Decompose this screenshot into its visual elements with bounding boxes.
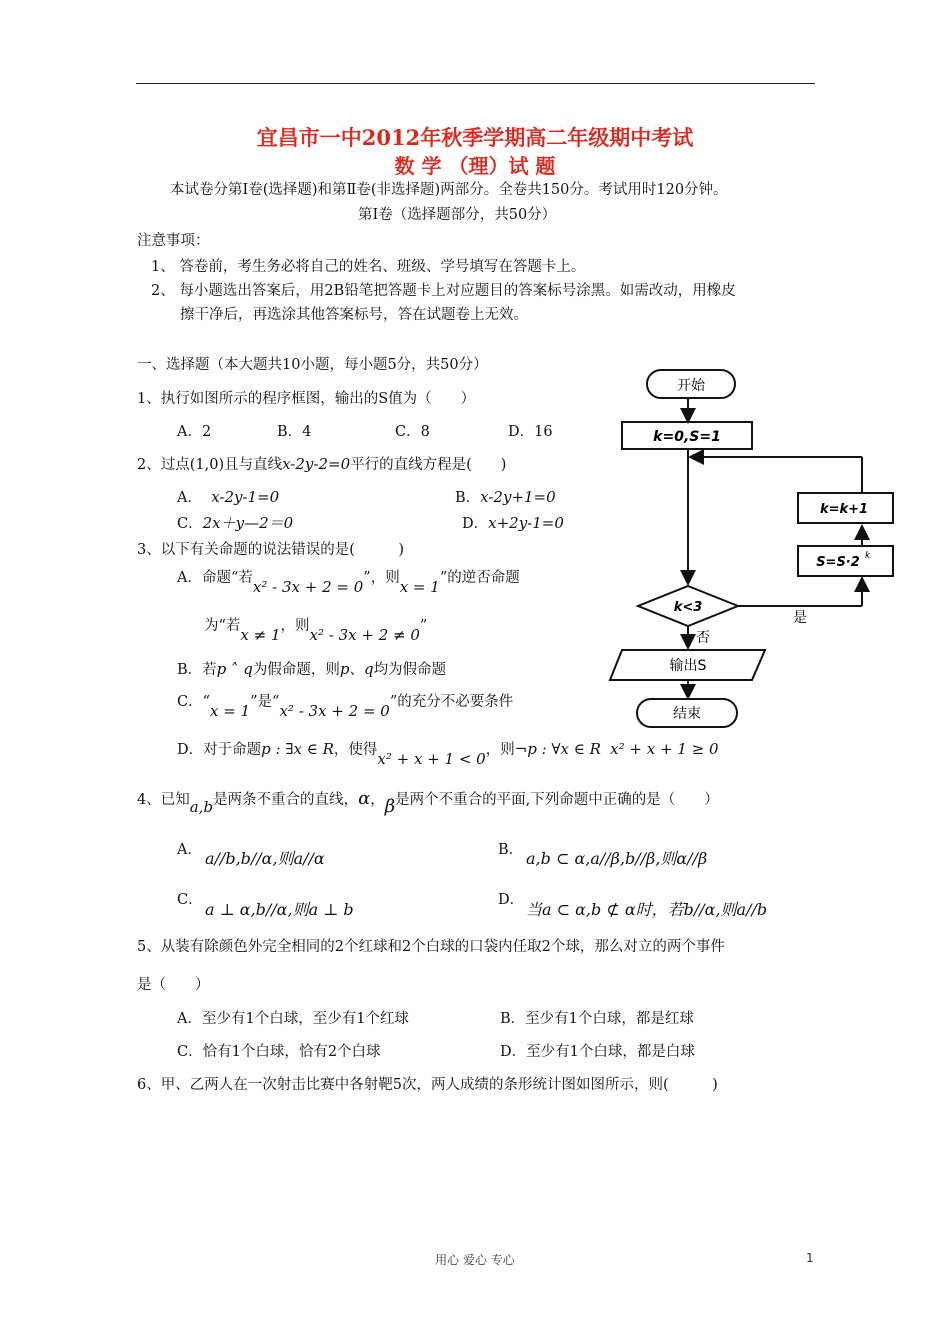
q3-d-text: ，使得 <box>333 742 378 758</box>
question-6-stem: 6、甲、乙两人在一次射击比赛中各射靶5次，两人成绩的条形统计图如图所示，则( ) <box>137 1077 718 1093</box>
q3-option-a-cont <box>204 614 428 644</box>
q2-d-label: D． <box>462 516 489 532</box>
note-item-2: 2、 每小题选出答案后，用2B铅笔把答题卡上对应题目的答案标号涂黑。如需改动，用橡皮 <box>151 283 736 299</box>
q2-option-b <box>455 486 556 507</box>
program-flowchart <box>600 362 900 747</box>
question-4-stem <box>137 788 719 817</box>
q1-option-d: D．16 <box>508 424 553 440</box>
q3-a2-math: x ≠ 1 <box>240 626 281 644</box>
q3-d-text: ，则 <box>485 742 515 758</box>
q3-a-math: x² - 3x + 2 = 0 <box>252 578 364 596</box>
question-5-stem: 5、从装有除颜色外完全相同的2个红球和2个白球的口袋内任取2个球，那么对立的两个事件 <box>137 939 725 955</box>
note-item-1: 1、 答卷前，考生务必将自己的姓名、班级、学号填写在答题卡上。 <box>151 259 586 275</box>
update-exponent: k <box>865 551 871 561</box>
q2-option-a <box>177 486 279 507</box>
q4-option-b: a,b ⊂ α,a//β,b//β,则α//β <box>526 849 708 868</box>
q3-c-math: x² - 3x + 2 = 0 <box>279 702 390 720</box>
q2-b-label: B． <box>455 490 481 506</box>
q5-option-d: D．至少有1个白球，都是白球 <box>500 1044 695 1060</box>
q3-b-text: 、 <box>349 662 365 678</box>
section-heading: 一、选择题（本大题共10小题，每小题5分，共50分） <box>137 357 488 373</box>
page-number: 1 <box>806 1251 814 1265</box>
q2-stem-math: x-2y-2=0 <box>282 455 351 473</box>
q4-option-d-label: D． <box>498 892 525 908</box>
q2-option-d <box>462 512 564 533</box>
q2-a-math: x-2y-1=0 <box>211 488 280 506</box>
q5-option-a: A．至少有1个白球，至少有1个红球 <box>177 1011 409 1027</box>
q3-a2-text: ” <box>419 618 428 634</box>
q4-option-c: a ⊥ α,b//α,则a ⊥ b <box>205 900 354 919</box>
no-label: 否 <box>696 630 710 646</box>
q3-b-text: B．若 <box>177 662 217 678</box>
q3-a-text: A．命题“若 <box>177 570 253 586</box>
q3-a2-text: ，则 <box>280 618 310 634</box>
q3-a2-math: x² - 3x + 2 ≠ 0 <box>309 626 420 644</box>
q2-stem-prefix: 2、过点(1,0)且与直线 <box>137 457 283 473</box>
footer-slogan: 用心 爱心 专心 <box>435 1253 515 1267</box>
q3-d-text: D．对于命题 <box>177 742 262 758</box>
q5-option-c: C．恰有1个白球，恰有2个白球 <box>177 1044 381 1060</box>
question-3-stem: 3、以下有关命题的说法错误的是( ) <box>137 542 405 558</box>
condition-label: k<3 <box>673 600 703 615</box>
q3-d-math: x² + x + 1 ≥ 0 <box>610 740 719 758</box>
q4-option-c-label: C． <box>177 892 203 908</box>
q4-option-d: 当a ⊂ α,b ⊄ α时，若b//α,则a//b <box>526 900 768 919</box>
q2-c-label: C． <box>177 516 203 532</box>
q3-c-text: ”是“ <box>250 694 280 710</box>
exam-title: 宜昌市一中2012年秋季学期高二年级期中考试 <box>256 125 694 150</box>
q4-option-a-label: A． <box>177 842 202 858</box>
q4-stem-math: α <box>358 788 371 809</box>
end-label: 结束 <box>673 706 701 722</box>
q2-c-math: 2x＋y—2＝0 <box>202 514 294 532</box>
init-label: k=0,S=1 <box>653 429 721 445</box>
yes-label: 是 <box>793 610 807 626</box>
q2-option-c <box>177 512 293 533</box>
q4-stem-math: a,b <box>189 798 214 816</box>
q2-stem-suffix: 平行的直线方程是( ) <box>350 457 507 473</box>
q1-option-c: C．8 <box>395 424 430 440</box>
q3-option-a <box>177 566 520 596</box>
q4-stem-text: 是两个不重合的平面,下列命题中正确的是（ ） <box>395 792 719 808</box>
output-label: 输出S <box>669 658 707 674</box>
increment-label: k=k+1 <box>819 502 869 517</box>
q2-d-math: x+2y-1=0 <box>488 514 564 532</box>
q3-d-math: ¬p : ∀x ∈ R <box>514 740 601 758</box>
q5-option-b: B．至少有1个白球，都是红球 <box>500 1011 694 1027</box>
q3-c-math: x = 1 <box>210 702 251 720</box>
top-rule <box>136 83 815 84</box>
q3-b-text: 为假命题，则 <box>252 662 340 678</box>
q3-option-b <box>177 658 446 679</box>
start-label: 开始 <box>677 378 705 394</box>
q4-stem-text: 是两条不重合的直线， <box>213 792 359 808</box>
q3-option-c <box>177 690 514 720</box>
exam-subtitle: 数 学 （理）试 题 <box>394 154 556 178</box>
q3-b-math: q <box>364 660 374 678</box>
intro-line: 本试卷分第Ⅰ卷(选择题)和第Ⅱ卷(非选择题)两部分。全卷共150分。考试用时120分钟。 <box>170 182 728 198</box>
q3-a-text: ”，则 <box>363 570 400 586</box>
q4-stem-math: β <box>384 796 396 817</box>
q3-a-math: x = 1 <box>399 578 440 596</box>
q4-option-a: a//b,b//α,则a//α <box>205 849 325 868</box>
question-5-stem-cont: 是（ ） <box>137 977 210 993</box>
q4-option-b-label: B． <box>498 842 524 858</box>
q3-a2-text: 为“若 <box>204 618 241 634</box>
q4-stem-text: 4、已知 <box>137 792 190 808</box>
q3-d-math: x² + x + 1 < 0 <box>377 750 486 768</box>
question-1-stem: 1、执行如图所示的程序框图，输出的S值为（ ） <box>137 391 476 407</box>
note-item-2-cont: 擦干净后，再选涂其他答案标号，答在试题卷上无效。 <box>180 307 528 323</box>
q2-b-math: x-2y+1=0 <box>480 488 556 506</box>
q3-b-math: p <box>339 660 350 678</box>
q3-c-text: ”的充分不必要条件 <box>389 694 514 710</box>
q3-b-math: p ˄ q <box>216 660 253 678</box>
question-2-stem <box>137 453 506 474</box>
q2-a-label: A． <box>177 490 202 506</box>
q3-d-math: p : ∃x ∈ R <box>261 740 334 758</box>
q3-a-text: ”的逆否命题 <box>439 570 520 586</box>
q1-option-b: B．4 <box>277 424 312 440</box>
update-label: S=S·2 <box>816 555 860 570</box>
q4-stem-text: ， <box>370 792 385 808</box>
q1-option-a: A．2 <box>177 424 212 440</box>
notes-heading: 注意事项： <box>137 233 210 249</box>
part-heading: 第Ⅰ卷（选择题部分，共50分） <box>358 207 557 223</box>
q3-c-text: C．“ <box>177 694 211 710</box>
q3-b-text: 均为假命题 <box>373 662 447 678</box>
